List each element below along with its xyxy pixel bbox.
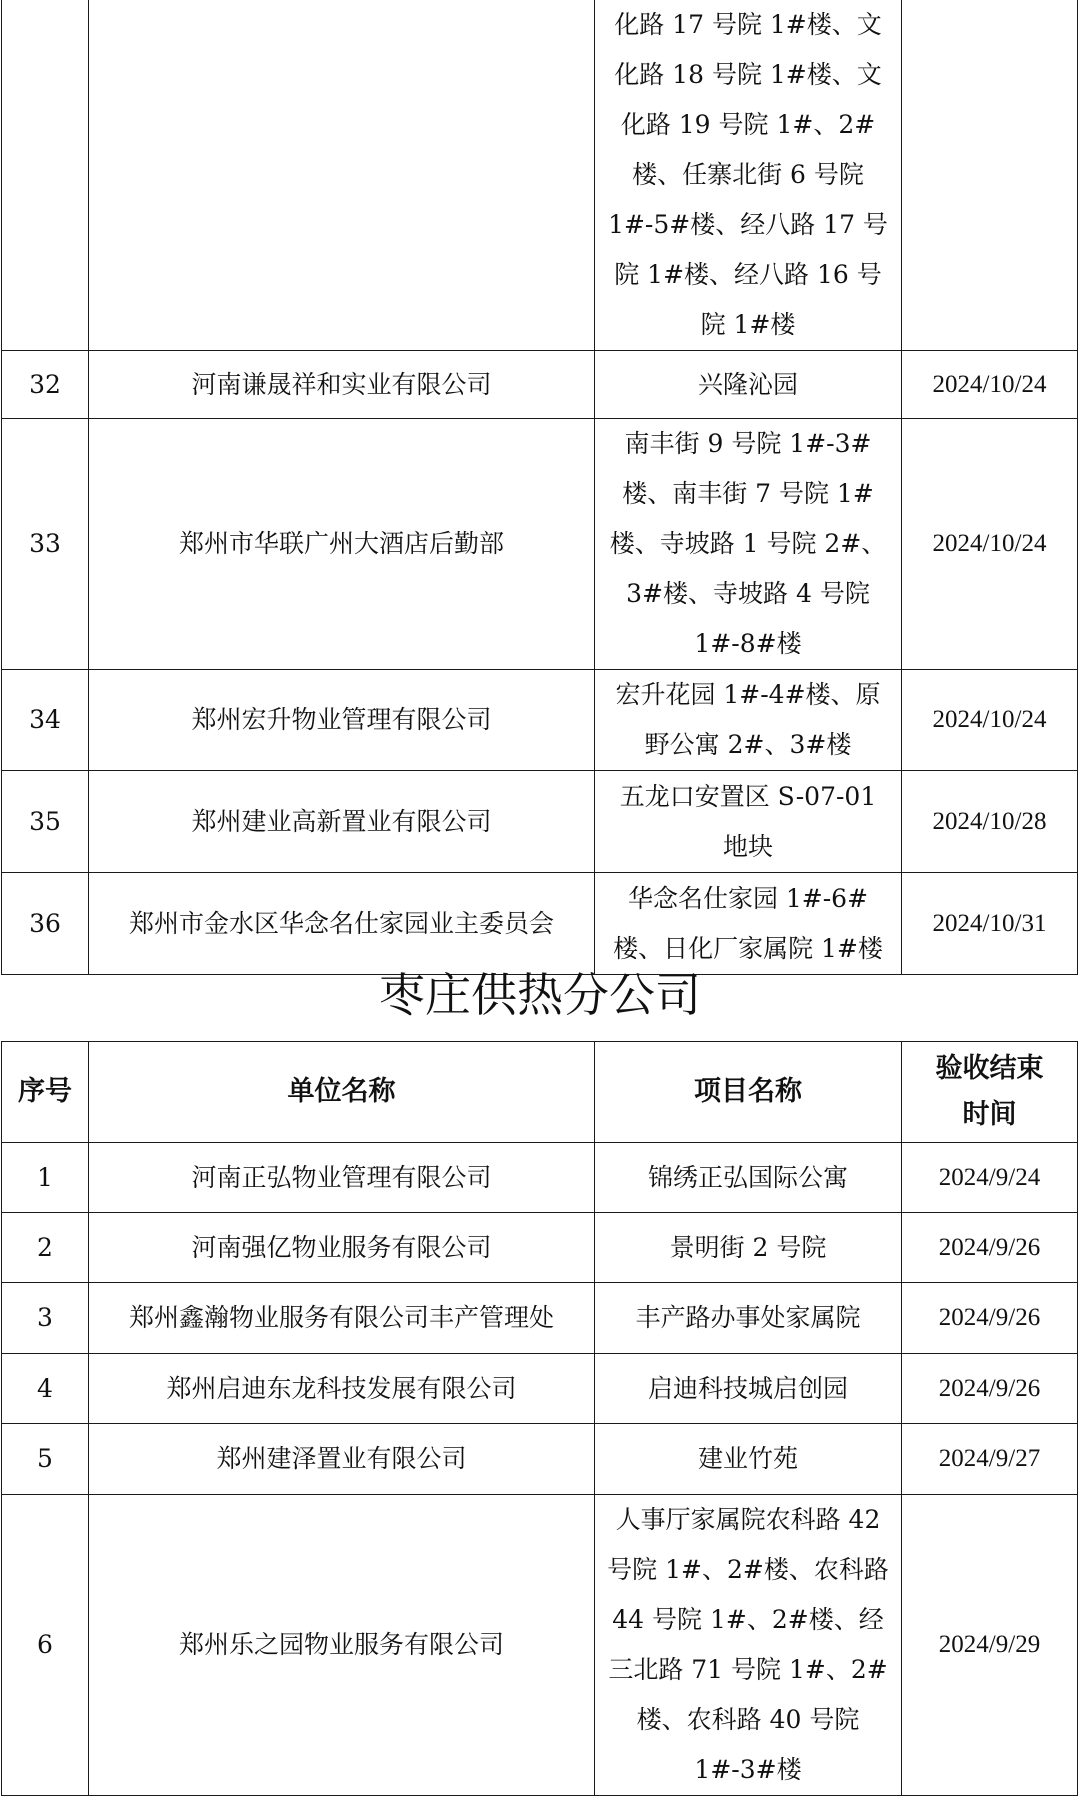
unit-name-cell: 郑州建业高新置业有限公司 — [89, 771, 595, 873]
serial-cell: 3 — [2, 1283, 89, 1354]
table-row — [2, 351, 1078, 419]
unit-name-cell: 郑州鑫瀚物业服务有限公司丰产管理处 — [89, 1283, 595, 1354]
acceptance-date-cell: 2024/9/26 — [902, 1283, 1078, 1354]
project-name-cell: 丰产路办事处家属院 — [595, 1283, 902, 1354]
acceptance-date-cell: 2024/10/24 — [902, 670, 1078, 771]
unit-name-cell: 郑州乐之园物业服务有限公司 — [89, 1495, 595, 1796]
table-row — [2, 419, 1078, 670]
project-name-cell: 景明街 2 号院 — [595, 1213, 902, 1283]
project-name-cell: 建业竹苑 — [595, 1424, 902, 1495]
table-row — [2, 1424, 1078, 1495]
unit-name-cell: 郑州宏升物业管理有限公司 — [89, 670, 595, 771]
table-row — [2, 1283, 1078, 1354]
table-row — [2, 1213, 1078, 1283]
header-acceptance-end-time: 验收结束时间 — [902, 1042, 1078, 1143]
unit-name-cell: 郑州市金水区华念名仕家园业主委员会 — [89, 873, 595, 975]
table-header-row — [2, 1042, 1078, 1143]
acceptance-table — [1, 1041, 1078, 1796]
serial-cell: 4 — [2, 1354, 89, 1424]
table-row — [2, 873, 1078, 975]
project-name-cell: 化路 17 号院 1#楼、文化路 18 号院 1#楼、文化路 19 号院 1#、2#楼、任寨北街 6 号院 1#-5#楼、经八路 17 号院 1#楼、经八路 16 号院 1#楼 — [595, 0, 902, 351]
acceptance-date-cell: 2024/9/26 — [902, 1354, 1078, 1424]
project-name-cell: 启迪科技城启创园 — [595, 1354, 902, 1424]
acceptance-date-cell — [902, 0, 1078, 351]
acceptance-date-cell: 2024/9/27 — [902, 1424, 1078, 1495]
table-row — [2, 670, 1078, 771]
project-name-cell: 人事厅家属院农科路 42 号院 1#、2#楼、农科路 44 号院 1#、2#楼、经三北路 71 号院 1#、2#楼、农科路 40 号院 1#-3#楼 — [595, 1495, 902, 1796]
section-title: 枣庄供热分公司 — [379, 968, 701, 1022]
table-row — [2, 771, 1078, 873]
table-row-continued — [2, 0, 1078, 351]
unit-name-cell: 河南谦晟祥和实业有限公司 — [89, 351, 595, 419]
unit-name-cell: 郑州建泽置业有限公司 — [89, 1424, 595, 1495]
serial-cell: 36 — [2, 873, 89, 975]
project-name-cell: 兴隆沁园 — [595, 351, 902, 419]
serial-cell: 35 — [2, 771, 89, 873]
serial-cell: 5 — [2, 1424, 89, 1495]
acceptance-date-cell: 2024/10/28 — [902, 771, 1078, 873]
header-unit-name: 单位名称 — [89, 1042, 595, 1143]
table-row — [2, 1495, 1078, 1796]
acceptance-date-cell: 2024/10/24 — [902, 351, 1078, 419]
serial-cell: 34 — [2, 670, 89, 771]
unit-name-cell: 河南正弘物业管理有限公司 — [89, 1143, 595, 1213]
acceptance-date-cell: 2024/9/29 — [902, 1495, 1078, 1796]
serial-cell: 2 — [2, 1213, 89, 1283]
header-project-name: 项目名称 — [595, 1042, 902, 1143]
serial-cell: 33 — [2, 419, 89, 670]
unit-name-cell: 河南强亿物业服务有限公司 — [89, 1213, 595, 1283]
project-name-cell: 南丰街 9 号院 1#-3#楼、南丰街 7 号院 1#楼、寺坡路 1 号院 2#、3#楼、寺坡路 4 号院 1#-8#楼 — [595, 419, 902, 670]
project-name-cell: 宏升花园 1#-4#楼、原野公寓 2#、3#楼 — [595, 670, 902, 771]
serial-cell: 1 — [2, 1143, 89, 1213]
serial-cell — [2, 0, 89, 351]
acceptance-date-cell: 2024/9/26 — [902, 1213, 1078, 1283]
table-row — [2, 1143, 1078, 1213]
table-row — [2, 1354, 1078, 1424]
acceptance-date-cell: 2024/10/31 — [902, 873, 1078, 975]
unit-name-cell — [89, 0, 595, 351]
acceptance-table-continued — [1, 0, 1078, 975]
header-serial: 序号 — [2, 1042, 89, 1143]
serial-cell: 32 — [2, 351, 89, 419]
acceptance-date-cell: 2024/10/24 — [902, 419, 1078, 670]
unit-name-cell: 郑州启迪东龙科技发展有限公司 — [89, 1354, 595, 1424]
serial-cell: 6 — [2, 1495, 89, 1796]
project-name-cell: 华念名仕家园 1#-6#楼、日化厂家属院 1#楼 — [595, 873, 902, 975]
project-name-cell: 五龙口安置区 S-07-01 地块 — [595, 771, 902, 873]
acceptance-date-cell: 2024/9/24 — [902, 1143, 1078, 1213]
project-name-cell: 锦绣正弘国际公寓 — [595, 1143, 902, 1213]
unit-name-cell: 郑州市华联广州大酒店后勤部 — [89, 419, 595, 670]
